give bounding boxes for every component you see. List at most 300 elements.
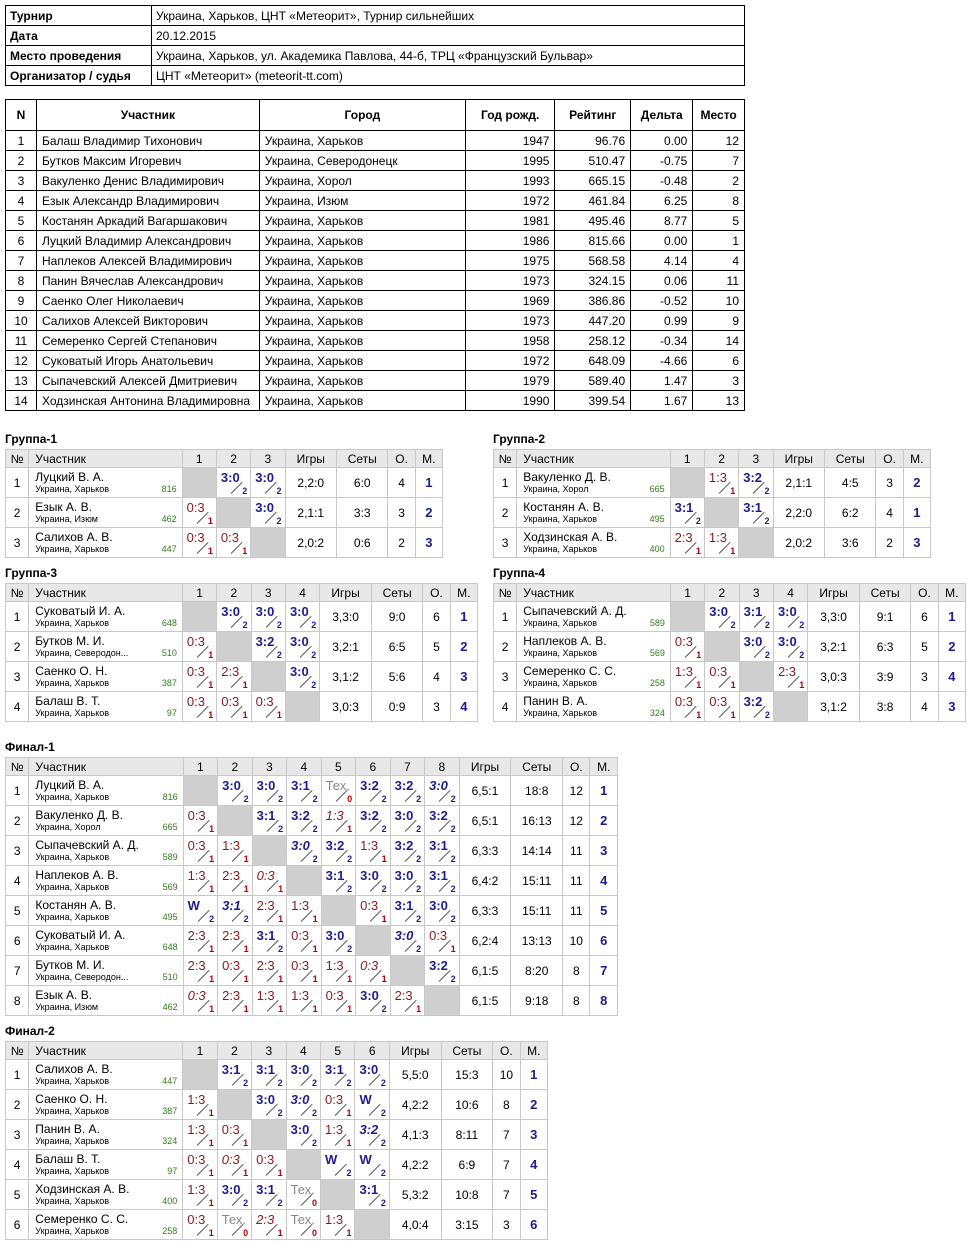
match-result-cell[interactable] (705, 662, 739, 692)
score-text: 3:1 (221, 1062, 241, 1077)
player-name[interactable]: Салихов А. В. (35, 1061, 113, 1076)
player-cell (29, 1060, 183, 1090)
self-cell (252, 836, 287, 866)
match-result-cell[interactable] (286, 1180, 320, 1210)
grid-header-opponent: 3 (252, 758, 287, 776)
match-result-cell[interactable] (773, 662, 807, 692)
match-result-cell[interactable] (183, 956, 218, 986)
match-points: 1 (242, 680, 248, 690)
match-result-cell[interactable] (285, 602, 319, 632)
match-result-cell[interactable] (390, 776, 425, 806)
score-text: 0:3 (674, 694, 693, 709)
match-result-cell[interactable] (183, 1150, 217, 1180)
player-cell (29, 1210, 183, 1240)
row-number: 1 (6, 776, 29, 806)
match-result-cell[interactable] (321, 1210, 355, 1240)
match-points: 2 (347, 884, 353, 894)
match-result-cell[interactable] (252, 1060, 286, 1090)
participant-cell: 258.12 (555, 331, 631, 351)
player-name[interactable]: Езык А. В. (35, 499, 92, 514)
participant-cell: Семеренко Сергей Степанович (36, 331, 259, 351)
player-name[interactable]: Бутков М. И. (35, 957, 105, 972)
player-city: Украина, Харьков (35, 483, 109, 494)
player-name[interactable]: Суковатый И. А. (35, 603, 126, 618)
match-points: 2 (346, 1168, 352, 1178)
row-number: 1 (6, 1060, 29, 1090)
group-row (6, 1180, 548, 1210)
score-text: 0:3 (325, 988, 344, 1003)
match-score (253, 986, 287, 1015)
match-result-cell[interactable] (425, 806, 460, 836)
match-result-cell[interactable] (390, 986, 425, 1016)
match-result-cell[interactable] (425, 926, 460, 956)
participant-cell: 6.25 (631, 191, 693, 211)
player-name[interactable]: Салихов А. В. (35, 529, 113, 544)
player-name[interactable]: Панин В. А. (523, 693, 588, 708)
match-result-cell[interactable] (252, 806, 287, 836)
match-result-cell[interactable] (183, 1180, 217, 1210)
match-score (251, 468, 284, 497)
match-result-cell[interactable] (218, 866, 253, 896)
participant-cell: 0.00 (631, 231, 693, 251)
match-result-cell[interactable] (251, 602, 285, 632)
group-row (6, 896, 618, 926)
info-value: ЦНТ «Метеорит» (meteorit-tt.com) (152, 66, 745, 86)
participant-cell: 13 (6, 371, 37, 391)
match-result-cell[interactable] (390, 866, 425, 896)
match-result-cell[interactable] (425, 956, 460, 986)
player-name[interactable]: Вакуленко Д. В. (523, 469, 611, 484)
match-result-cell[interactable] (356, 836, 391, 866)
participant-cell: 0.00 (631, 131, 693, 151)
points-stat: 7 (493, 1150, 520, 1180)
score-text: 0:3 (256, 868, 275, 883)
match-points: 1 (730, 486, 736, 496)
group-row (6, 836, 618, 866)
participant-cell: -0.52 (631, 291, 693, 311)
match-score (321, 1060, 354, 1089)
place-stat: 5 (520, 1180, 547, 1210)
match-score (774, 632, 807, 661)
match-result-cell[interactable] (218, 896, 253, 926)
match-result-cell[interactable] (217, 1120, 251, 1150)
score-text: 3:0 (291, 838, 310, 853)
score-text: 3:1 (256, 808, 276, 823)
grid-header-no: № (6, 758, 29, 776)
player-name[interactable]: Балаш В. Т. (35, 1151, 101, 1166)
sets-stat: 6:0 (337, 468, 388, 498)
match-result-cell[interactable] (218, 836, 253, 866)
match-result-cell[interactable] (218, 986, 253, 1016)
player-city-line (35, 1075, 179, 1087)
info-value: 20.12.2015 (152, 26, 745, 46)
points-stat: 10 (563, 926, 590, 956)
player-rating: 462 (162, 1001, 178, 1012)
group-row (6, 632, 478, 662)
match-result-cell[interactable] (216, 468, 250, 498)
self-cell (182, 602, 216, 632)
match-result-cell[interactable] (183, 836, 218, 866)
match-result-cell[interactable] (217, 1060, 251, 1090)
match-points: 1 (242, 710, 248, 720)
match-result-cell[interactable] (355, 1150, 389, 1180)
self-cell (705, 632, 739, 662)
match-score (391, 926, 425, 955)
match-result-cell[interactable] (670, 528, 704, 558)
match-points: 2 (276, 620, 282, 630)
match-result-cell[interactable] (321, 1150, 355, 1180)
match-result-cell[interactable] (670, 632, 704, 662)
match-points: 2 (278, 794, 284, 804)
match-score (322, 836, 356, 865)
match-result-cell[interactable] (252, 1090, 286, 1120)
group-header-row (6, 758, 618, 776)
player-city-line (35, 791, 179, 803)
participant-row (6, 131, 745, 151)
match-result-cell[interactable] (287, 836, 322, 866)
match-result-cell[interactable] (356, 896, 391, 926)
match-result-cell[interactable] (321, 806, 356, 836)
player-name[interactable]: Семеренко С. С. (35, 1211, 129, 1226)
match-result-cell[interactable] (670, 498, 704, 528)
match-result-cell[interactable] (218, 776, 253, 806)
score-text: 3:0 (255, 604, 275, 619)
match-points: 2 (730, 620, 736, 630)
match-result-cell[interactable] (286, 1090, 320, 1120)
games-stat: 3,0:3 (320, 692, 372, 722)
place-stat: 2 (415, 498, 442, 528)
score-text: 3:0 (709, 604, 729, 619)
row-number: 1 (494, 468, 517, 498)
player-name[interactable]: Семеренко С. С. (523, 663, 617, 678)
score-text: 2:3 (256, 898, 275, 913)
match-result-cell[interactable] (252, 896, 287, 926)
grid-header-opponent: 4 (287, 758, 322, 776)
player-cell (517, 692, 671, 722)
match-points: 1 (277, 1228, 283, 1238)
match-points: 2 (243, 914, 249, 924)
player-name[interactable]: Наплеков А. В. (35, 867, 119, 882)
participant-cell: 12 (6, 351, 37, 371)
match-result-cell[interactable] (182, 692, 216, 722)
player-cell (29, 498, 182, 528)
match-result-cell[interactable] (321, 956, 356, 986)
grid-header-opponent: 4 (286, 1042, 320, 1060)
match-result-cell[interactable] (287, 896, 322, 926)
place-stat: 8 (590, 986, 618, 1016)
match-result-cell[interactable] (251, 632, 285, 662)
group-row (6, 956, 618, 986)
match-result-cell[interactable] (183, 1120, 217, 1150)
match-result-cell[interactable] (217, 1150, 251, 1180)
score-text: 3:1 (394, 898, 414, 913)
match-result-cell[interactable] (773, 632, 807, 662)
player-name[interactable]: Панин В. А. (35, 1121, 100, 1136)
score-text: 1:3 (291, 988, 310, 1003)
player-name[interactable]: Костанян А. В. (35, 897, 117, 912)
match-result-cell[interactable] (286, 1120, 320, 1150)
match-result-cell[interactable] (739, 498, 773, 528)
match-result-cell[interactable] (285, 632, 319, 662)
match-result-cell[interactable] (252, 866, 287, 896)
player-name[interactable]: Суковатый И. А. (35, 927, 126, 942)
place-stat: 1 (450, 602, 477, 632)
match-result-cell[interactable] (218, 956, 253, 986)
match-points: 2 (799, 650, 805, 660)
match-result-cell[interactable] (252, 1150, 286, 1180)
match-result-cell[interactable] (321, 1060, 355, 1090)
match-result-cell[interactable] (252, 776, 287, 806)
match-result-cell[interactable] (217, 602, 251, 632)
match-result-cell[interactable] (252, 956, 287, 986)
match-result-cell[interactable] (218, 926, 253, 956)
games-stat: 4,0:4 (389, 1210, 441, 1240)
match-result-cell[interactable] (704, 468, 738, 498)
participant-cell: 1993 (465, 171, 554, 191)
score-text: 3:0 (255, 470, 275, 485)
score-text: 3:2 (743, 694, 763, 709)
row-number: 2 (6, 632, 29, 662)
match-result-cell[interactable] (287, 806, 322, 836)
match-result-cell[interactable] (356, 986, 391, 1016)
match-result-cell[interactable] (252, 926, 287, 956)
group-row (6, 806, 618, 836)
match-result-cell[interactable] (182, 498, 216, 528)
player-city-line (35, 677, 179, 689)
participant-cell: Украина, Северодонецк (259, 151, 465, 171)
participant-cell: Украина, Харьков (259, 311, 465, 331)
match-result-cell[interactable] (252, 1180, 286, 1210)
match-result-cell[interactable] (321, 836, 356, 866)
sets-stat: 15:11 (511, 896, 563, 926)
participant-cell: Салихов Алексей Викторович (36, 311, 259, 331)
player-name[interactable]: Саенко О. Н. (35, 1091, 108, 1106)
match-result-cell[interactable] (356, 776, 391, 806)
sets-stat: 3:15 (441, 1210, 493, 1240)
grid-header-opponent: 4 (285, 584, 319, 602)
group-table (5, 757, 618, 1016)
player-name[interactable]: Наплеков А. В. (523, 633, 607, 648)
match-points: 2 (764, 486, 770, 496)
match-result-cell[interactable] (182, 528, 216, 558)
player-name[interactable]: Ходзинская А. В. (35, 1181, 130, 1196)
player-name[interactable]: Саенко О. Н. (35, 663, 108, 678)
match-result-cell[interactable] (217, 1210, 251, 1240)
match-score (286, 662, 319, 691)
participant-row (6, 331, 745, 351)
player-city-line (35, 483, 178, 495)
player-city: Украина, Харьков (35, 911, 110, 922)
match-result-cell[interactable] (356, 866, 391, 896)
match-result-cell[interactable] (739, 692, 773, 722)
sets-stat: 4:5 (825, 468, 876, 498)
player-name[interactable]: Вакуленко Д. В. (35, 807, 123, 822)
match-result-cell[interactable] (251, 692, 285, 722)
player-name[interactable]: Ходзинская А. В. (523, 529, 618, 544)
player-name[interactable]: Костанян А. В. (523, 499, 604, 514)
match-result-cell[interactable] (287, 956, 322, 986)
match-result-cell[interactable] (739, 632, 773, 662)
match-result-cell[interactable] (183, 806, 218, 836)
player-name[interactable]: Сыпачевский А. Д. (523, 603, 627, 618)
participant-cell: Саенко Олег Николаевич (36, 291, 259, 311)
match-result-cell[interactable] (321, 926, 356, 956)
grid-header-opponent: 4 (773, 584, 807, 602)
games-stat: 4,2:2 (389, 1090, 441, 1120)
match-points: 2 (381, 884, 387, 894)
match-points: 2 (799, 620, 805, 630)
player-name[interactable]: Балаш В. Т. (35, 693, 101, 708)
player-city: Украина, Харьков (35, 1195, 110, 1206)
match-result-cell[interactable] (252, 1210, 286, 1240)
group-header-row (6, 1042, 548, 1060)
self-cell (217, 632, 251, 662)
place-stat: 6 (520, 1210, 547, 1240)
score-text: 2:3 (222, 988, 241, 1003)
match-result-cell[interactable] (321, 1120, 355, 1150)
games-stat: 6,4:2 (459, 866, 511, 896)
player-cell (29, 468, 182, 498)
player-name[interactable]: Езык А. В. (35, 987, 93, 1002)
participant-cell: 399.54 (555, 391, 631, 411)
match-result-cell[interactable] (670, 692, 704, 722)
match-result-cell[interactable] (183, 1090, 217, 1120)
match-result-cell[interactable] (705, 602, 739, 632)
place-stat: 1 (415, 468, 442, 498)
participant-cell: 5 (693, 211, 745, 231)
grid-header-sets: Сеты (825, 450, 876, 468)
score-text: 3:0 (290, 1062, 310, 1077)
match-result-cell[interactable] (321, 986, 356, 1016)
score-text: 3:0 (289, 604, 309, 619)
player-name[interactable]: Луцкий В. А. (35, 777, 105, 792)
match-result-cell[interactable] (321, 866, 356, 896)
player-rating: 400 (649, 543, 665, 554)
grid-header-points: О. (423, 584, 450, 602)
match-result-cell[interactable] (286, 1060, 320, 1090)
match-result-cell[interactable] (705, 692, 739, 722)
match-result-cell[interactable] (704, 528, 738, 558)
grid-header-player: Участник (29, 450, 182, 468)
match-result-cell[interactable] (390, 806, 425, 836)
match-points: 1 (207, 516, 213, 526)
match-points: 2 (311, 650, 317, 660)
match-score (356, 896, 390, 925)
match-result-cell[interactable] (425, 776, 460, 806)
match-result-cell[interactable] (321, 776, 356, 806)
sets-stat: 8:11 (441, 1120, 493, 1150)
participant-row (6, 271, 745, 291)
match-result-cell[interactable] (286, 1210, 320, 1240)
sets-stat: 0:9 (371, 692, 423, 722)
match-result-cell[interactable] (287, 926, 322, 956)
match-score (391, 806, 425, 835)
match-result-cell[interactable] (182, 662, 216, 692)
match-result-cell[interactable] (182, 632, 216, 662)
match-score (287, 1210, 320, 1239)
player-name[interactable]: Луцкий В. А. (35, 469, 105, 484)
grid-header-opponent: 1 (183, 1042, 217, 1060)
points-stat: 11 (563, 896, 590, 926)
match-points: 2 (381, 1004, 387, 1014)
match-result-cell[interactable] (355, 1090, 389, 1120)
participant-cell: 0.06 (631, 271, 693, 291)
points-stat: 5 (423, 632, 450, 662)
row-number: 6 (6, 926, 29, 956)
match-result-cell[interactable] (217, 692, 251, 722)
match-result-cell[interactable] (217, 1180, 251, 1210)
match-result-cell[interactable] (773, 602, 807, 632)
match-result-cell[interactable] (390, 836, 425, 866)
match-points: 2 (346, 1078, 352, 1088)
match-result-cell[interactable] (216, 528, 250, 558)
score-text: 0:3 (325, 1092, 344, 1107)
player-name[interactable]: Бутков М. И. (35, 633, 105, 648)
match-result-cell[interactable] (287, 776, 322, 806)
match-result-cell[interactable] (425, 836, 460, 866)
player-name[interactable]: Сыпачевский А. Д. (35, 837, 139, 852)
match-result-cell[interactable] (252, 986, 287, 1016)
match-result-cell[interactable] (425, 896, 460, 926)
match-result-cell[interactable] (251, 498, 285, 528)
score-text: 3:1 (256, 1182, 275, 1197)
match-result-cell[interactable] (183, 866, 218, 896)
match-result-cell[interactable] (390, 896, 425, 926)
score-text: 2:3 (394, 988, 413, 1003)
match-result-cell[interactable] (739, 468, 773, 498)
place-stat: 3 (938, 692, 965, 722)
match-result-cell[interactable] (355, 1180, 389, 1210)
points-stat: 7 (493, 1120, 520, 1150)
match-points: 1 (346, 1228, 352, 1238)
match-result-cell[interactable] (390, 926, 425, 956)
player-rating: 510 (161, 647, 177, 658)
match-result-cell[interactable] (183, 926, 218, 956)
points-stat: 4 (388, 468, 415, 498)
sets-stat: 3:8 (859, 692, 911, 722)
match-result-cell[interactable] (217, 662, 251, 692)
match-result-cell[interactable] (670, 662, 704, 692)
score-text: 3:1 (743, 604, 763, 619)
match-score (287, 1060, 320, 1089)
match-result-cell[interactable] (356, 806, 391, 836)
participant-cell: 386.86 (555, 291, 631, 311)
score-text: 1:3 (325, 1212, 344, 1227)
info-key: Место проведения (6, 46, 152, 66)
match-result-cell[interactable] (425, 866, 460, 896)
match-result-cell[interactable] (183, 986, 218, 1016)
match-score (184, 866, 218, 895)
match-result-cell[interactable] (321, 1090, 355, 1120)
match-result-cell[interactable] (355, 1060, 389, 1090)
match-result-cell[interactable] (251, 468, 285, 498)
match-score (184, 806, 218, 835)
match-result-cell[interactable] (285, 662, 319, 692)
score-text: 3:0 (359, 1062, 379, 1077)
match-result-cell[interactable] (355, 1120, 389, 1150)
score-text: 1:3 (187, 1182, 206, 1197)
points-stat: 10 (493, 1060, 520, 1090)
match-result-cell[interactable] (739, 602, 773, 632)
player-city: Украина, Харьков (35, 851, 110, 862)
match-result-cell[interactable] (183, 1210, 217, 1240)
participant-cell: 7 (693, 151, 745, 171)
grid-header-place: М. (938, 584, 965, 602)
match-result-cell[interactable] (183, 896, 218, 926)
match-result-cell[interactable] (356, 956, 391, 986)
match-result-cell[interactable] (287, 986, 322, 1016)
grid-header-place: М. (450, 584, 477, 602)
